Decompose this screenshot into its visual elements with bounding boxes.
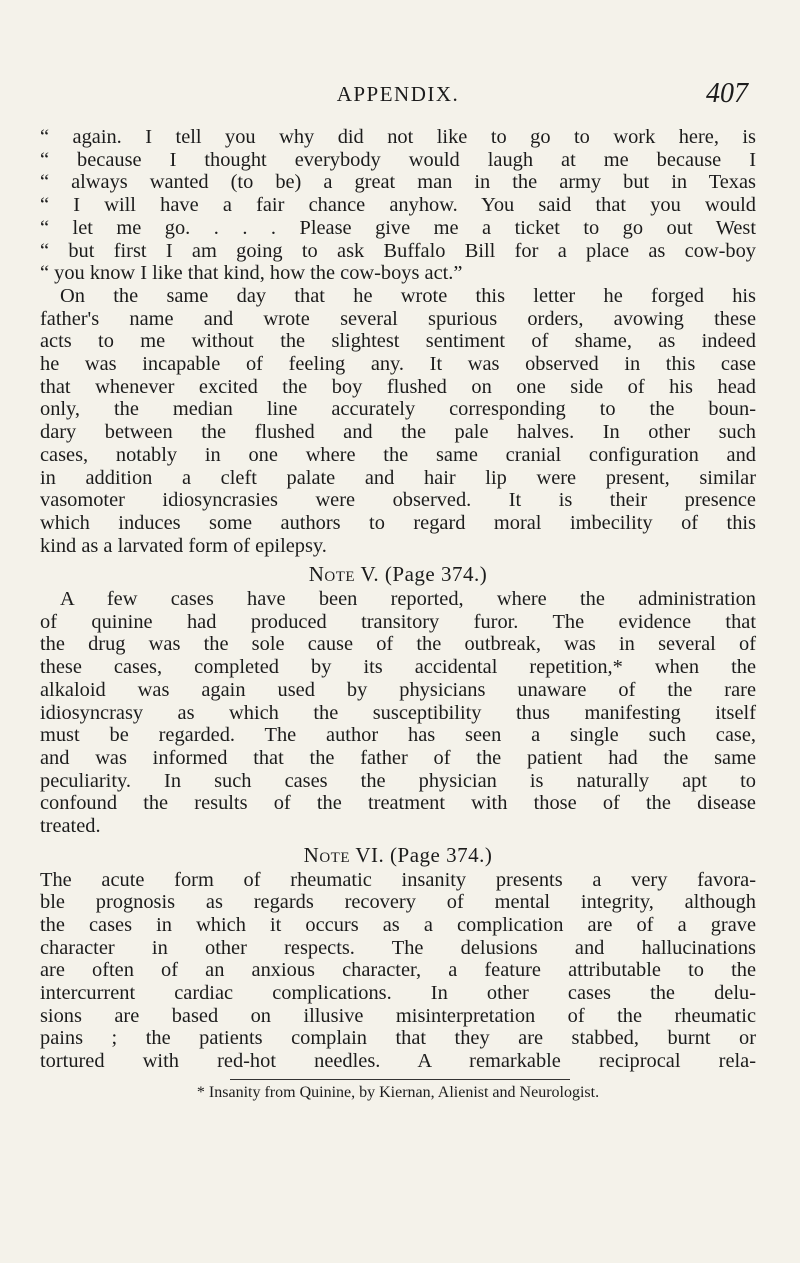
text-line: tortured with red-hot needles. A remarkable reciprocal rela- [40,1050,756,1073]
text-line: acts to me without the slightest sentiment of shame, as indeed [40,330,756,353]
text-line: only, the median line accurately corresponding to the boun- [40,398,756,421]
text-line: sions are based on illusive misinterpretation of the rheumatic [40,1004,756,1027]
text-line: vasomoter idiosyncrasies were observed. It is their presence [40,489,756,512]
text-line: “ because I thought everybody would laugh at me because I [40,148,756,171]
text-line: “ you know I like that kind, how the cow-boys act.” [40,262,463,285]
text-line: A few cases have been reported, where the administration [60,588,756,611]
footnote: * Insanity from Quinine, by Kiernan, Alienist and Neurologist. [196,1083,600,1101]
text-line: must be regarded. The author has seen a single such case, [40,724,756,747]
text-line: character in other respects. The delusions and hallucinations [40,936,756,959]
text-line: “ I will have a fair chance anyhow. You said that you would [40,194,756,217]
text-line: that whenever excited the boy flushed on one side of his head [40,375,756,398]
note-heading [40,563,756,586]
text-line: “ again. I tell you why did not like to go to work here, is [40,126,756,148]
text-line: father's name and wrote several spurious orders, avowing these [40,307,756,330]
text-line: of quinine had produced transitory furor. The evidence that [40,610,756,633]
note-label: Note VI. [303,842,385,867]
text-line: are often of an anxious character, a feature attributable to the [40,959,756,982]
text-line: which induces some authors to regard moral imbecility of this [40,511,756,534]
text-line: “ always wanted (to be) a great man in the army but in Texas [40,171,756,194]
text-line: idiosyncrasy as which the susceptibility thus manifesting itself [40,701,756,724]
text-line: cases, notably in one where the same cranial configuration and [40,443,756,466]
note-heading [40,844,756,867]
text-line: ble prognosis as regards recovery of mental integrity, although [40,891,756,914]
text-line: the cases in which it occurs as a complication are of a grave [40,913,756,936]
body-text [40,126,756,1073]
text-line: treated. [40,815,101,838]
page-number: 407 [706,78,748,109]
text-line: On the same day that he wrote this letter he forged his [60,284,756,307]
note-page-ref: (Page 374.) [390,842,493,867]
text-line: peculiarity. In such cases the physician is naturally apt to [40,769,756,792]
text-line: he was incapable of feeling any. It was observed in this case [40,353,756,376]
text-line: the drug was the sole cause of the outbreak, was in several of [40,633,756,656]
paragraph [40,588,756,838]
paragraph [40,285,756,557]
text-line: alkaloid was again used by physicians unaware of the rare [40,678,756,701]
paragraph [40,869,756,1073]
text-line: these cases, completed by its accidental repetition,* when the [40,656,756,679]
text-line: pains ; the patients complain that they are stabbed, burnt or [40,1027,756,1050]
running-head: APPENDIX. [336,82,460,106]
note-page-ref: (Page 374.) [384,562,488,587]
text-line: “ let me go. . . . Please give me a ticket to go out West [40,216,756,239]
text-line: kind as a larvated form of epilepsy. [40,534,327,557]
text-line: confound the results of the treatment with those of the disease [40,792,756,815]
text-line: intercurrent cardiac complications. In other cases the delu- [40,982,756,1005]
text-line: “ but first I am going to ask Buffalo Bill for a place as cow-boy [40,239,756,262]
text-line: The acute form of rheumatic insanity presents a very favora- [40,868,756,891]
book-page [40,78,756,1102]
page-header [40,78,756,114]
footnote-divider [230,1079,570,1080]
note-label: Note V. [308,562,380,587]
text-line: dary between the flushed and the pale halves. In other such [40,421,756,444]
text-line: and was informed that the father of the patient had the same [40,746,756,769]
text-line: in addition a cleft palate and hair lip were present, similar [40,466,756,489]
letter-quote [40,126,756,285]
